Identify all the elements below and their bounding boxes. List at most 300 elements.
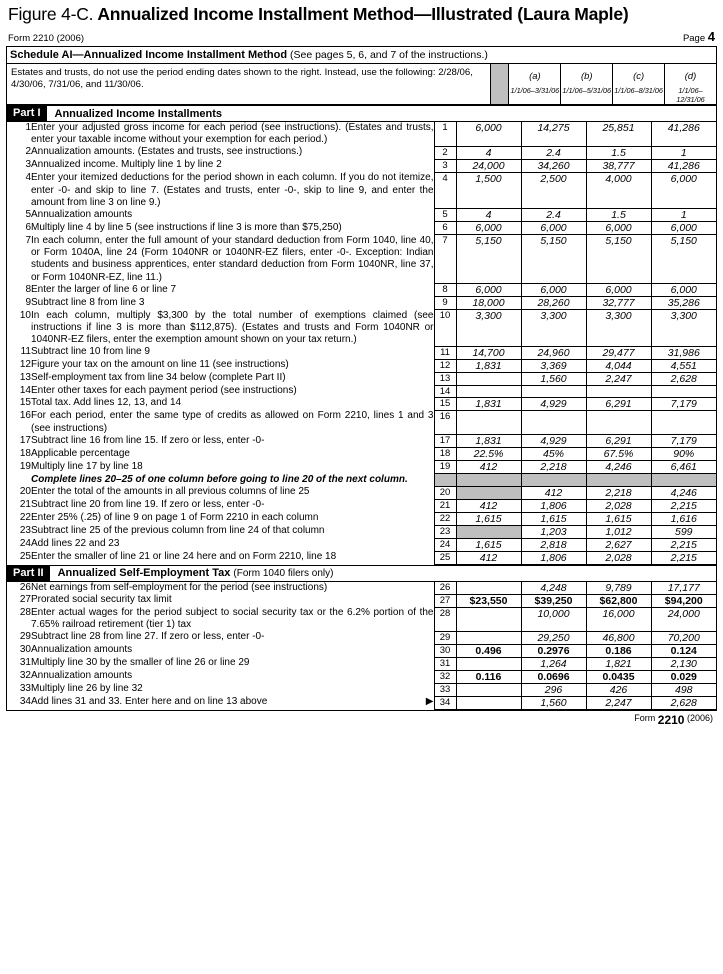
table-row <box>7 461 716 474</box>
line-description: Subtract line 16 from line 15. If zero or less, enter -0- <box>31 434 265 446</box>
line-number: 4 <box>25 172 31 184</box>
amount-cell[interactable] <box>586 410 651 434</box>
line-number-box: 8 <box>434 284 456 297</box>
table-row <box>7 512 716 525</box>
amount-cell[interactable]: 2,215 <box>651 538 716 551</box>
line-number: 33 <box>19 683 31 695</box>
table-row <box>7 410 716 434</box>
amount-cell[interactable] <box>651 385 716 397</box>
line-number: 13 <box>19 372 31 384</box>
line-description: Multiply line 4 by line 5 (see instructions if line 3 is more than $75,250) <box>31 221 342 233</box>
amount-cell[interactable]: 1,560 <box>521 372 586 385</box>
amount-cell[interactable] <box>586 385 651 397</box>
line-number: 29 <box>19 631 31 643</box>
line-description: In each column, enter the full amount of your standard deduction from Form 1040, line 40, or Form 1040A, line 24 (Form 1040NR or 1040NR-EZ filers, enter -0-. Exception: Indian students and business apprentices, enter standard deduction from Form 1040NR, line 37, or Form 1040NR-EZ, line 11.) <box>31 234 434 283</box>
amount-cell[interactable]: 7,179 <box>651 397 716 410</box>
amount-cell[interactable]: 34,260 <box>521 159 586 172</box>
amount-cell[interactable] <box>456 385 521 397</box>
amount-cell[interactable]: 0.186 <box>586 644 651 657</box>
amount-cell[interactable]: 1,615 <box>456 538 521 551</box>
line-number-box: 17 <box>434 435 456 448</box>
line-description: Enter your adjusted gross income for each period (see instructions). (Estates and trusts, enter your taxable income without your exemption for each period.) <box>31 122 434 146</box>
amount-cell[interactable]: 29,250 <box>521 631 586 644</box>
column-header-c: (c) 1/1/06–8/31/06 <box>612 64 664 104</box>
amount-cell[interactable]: 24,000 <box>456 159 521 172</box>
amount-cell[interactable]: 1,615 <box>521 512 586 525</box>
line-number: 18 <box>19 447 31 459</box>
amount-cell[interactable]: 6,000 <box>456 284 521 297</box>
line-number-box: 29 <box>434 631 456 644</box>
amount-cell[interactable]: 9,789 <box>586 582 651 595</box>
amount-cell[interactable]: $23,550 <box>456 594 521 607</box>
line-description: Self-employment tax from line 34 below (complete Part II) <box>31 372 286 384</box>
amount-cell[interactable]: 3,300 <box>651 310 716 347</box>
table-row <box>7 499 716 512</box>
line-number-box: 10 <box>434 310 456 347</box>
amount-cell[interactable]: 35,286 <box>651 297 716 310</box>
part1-table <box>7 122 716 565</box>
table-row <box>7 448 716 461</box>
amount-cell[interactable]: 4 <box>456 209 521 222</box>
amount-cell[interactable] <box>456 631 521 644</box>
amount-cell[interactable]: 1,203 <box>521 525 586 538</box>
line-number: 7 <box>25 234 31 246</box>
amount-cell[interactable]: 10,000 <box>521 607 586 631</box>
amount-cell[interactable]: 498 <box>651 683 716 696</box>
amount-cell[interactable]: 4,248 <box>521 582 586 595</box>
table-row <box>7 474 716 486</box>
schedule-title: Schedule AI—Annualized Income Installment Method <box>10 49 288 61</box>
amount-cell[interactable]: 1,615 <box>456 512 521 525</box>
amount-cell[interactable]: $62,800 <box>586 594 651 607</box>
amount-cell[interactable]: 2,028 <box>586 499 651 512</box>
figure-title-text: Annualized Income Installment Method—Illustrated (Laura Maple) <box>97 4 629 24</box>
line-number-box: 23 <box>434 525 456 538</box>
line-description: Annualization amounts. (Estates and trusts, see instructions.) <box>31 146 303 158</box>
amount-cell[interactable]: 6,000 <box>456 222 521 235</box>
amount-cell[interactable]: 3,300 <box>586 310 651 347</box>
amount-cell[interactable]: 1,806 <box>521 551 586 564</box>
amount-cell[interactable]: 2,628 <box>651 696 716 709</box>
amount-cell[interactable]: 4,044 <box>586 359 651 372</box>
amount-cell[interactable] <box>651 410 716 434</box>
line-number: 14 <box>19 385 31 397</box>
amount-cell[interactable]: 1,821 <box>586 657 651 670</box>
arrow-icon: ▶ <box>425 696 434 708</box>
amount-cell[interactable]: 6,000 <box>586 222 651 235</box>
amount-cell[interactable]: 46,800 <box>586 631 651 644</box>
amount-cell[interactable] <box>456 607 521 631</box>
amount-cell[interactable]: 2,628 <box>651 372 716 385</box>
line-number-box: 24 <box>434 538 456 551</box>
amount-cell[interactable] <box>521 474 586 486</box>
amount-cell[interactable]: 25,851 <box>586 122 651 146</box>
line-number-box: 19 <box>434 461 456 474</box>
amount-cell[interactable]: 6,291 <box>586 435 651 448</box>
amount-cell[interactable]: 599 <box>651 525 716 538</box>
line-number-box: 6 <box>434 222 456 235</box>
amount-cell[interactable]: 6,000 <box>521 222 586 235</box>
table-row <box>7 310 716 347</box>
line-description: Subtract line 20 from line 19. If zero or less, enter -0- <box>31 499 265 510</box>
line-description: Multiply line 30 by the smaller of line 26 or line 29 <box>31 657 250 669</box>
amount-cell[interactable]: 6,000 <box>586 284 651 297</box>
line-description: Enter the larger of line 6 or line 7 <box>31 283 177 295</box>
amount-cell[interactable]: 41,286 <box>651 122 716 146</box>
amount-cell[interactable]: 0.124 <box>651 644 716 657</box>
line-number: 31 <box>19 657 31 669</box>
line-number <box>7 474 31 486</box>
table-row <box>7 486 716 499</box>
line-number-box: 4 <box>434 172 456 209</box>
line-number: 25 <box>19 551 31 562</box>
line-number: 3 <box>25 159 31 171</box>
amount-cell[interactable]: 412 <box>456 461 521 474</box>
amount-cell[interactable]: 7,179 <box>651 435 716 448</box>
amount-cell[interactable]: 0.2976 <box>521 644 586 657</box>
line-description: Annualization amounts <box>31 208 133 220</box>
amount-cell[interactable]: 3,369 <box>521 359 586 372</box>
table-row <box>7 346 716 359</box>
amount-cell[interactable]: 67.5% <box>586 448 651 461</box>
amount-cell[interactable]: 6,461 <box>651 461 716 474</box>
amount-cell[interactable] <box>651 474 716 486</box>
amount-cell[interactable]: 412 <box>456 551 521 564</box>
amount-cell[interactable]: 90% <box>651 448 716 461</box>
part1-label: Part I <box>7 106 47 121</box>
form-body <box>6 46 717 711</box>
amount-cell[interactable]: 1,012 <box>586 525 651 538</box>
line-number-box: 14 <box>434 385 456 397</box>
line-number-box: 28 <box>434 607 456 631</box>
amount-cell[interactable]: 24,000 <box>651 607 716 631</box>
line-number: 8 <box>25 283 31 295</box>
amount-cell[interactable]: 14,275 <box>521 122 586 146</box>
amount-cell[interactable]: 2,247 <box>586 696 651 709</box>
line-number: 16 <box>19 410 31 422</box>
amount-cell[interactable]: 6,000 <box>651 172 716 209</box>
line-number-box: 27 <box>434 594 456 607</box>
line-number-box: 26 <box>434 582 456 595</box>
line-description: For each period, enter the same type of credits as allowed on Form 2210, lines 1 and 3 (see instructions) <box>31 410 434 434</box>
line-number-box: 22 <box>434 512 456 525</box>
line-number: 34 <box>19 696 31 708</box>
footer-year: (2006) <box>686 712 713 723</box>
line-number: 12 <box>19 359 31 371</box>
amount-cell[interactable]: 1,831 <box>456 359 521 372</box>
amount-cell[interactable]: 3,300 <box>456 310 521 347</box>
line-number: 30 <box>19 644 31 656</box>
part2-bar <box>7 565 716 582</box>
line-number: 32 <box>19 670 31 682</box>
table-row <box>7 209 716 222</box>
amount-cell[interactable]: 1,831 <box>456 435 521 448</box>
line-number-box: 12 <box>434 359 456 372</box>
line-number: 11 <box>20 346 31 358</box>
amount-cell[interactable]: 4,000 <box>586 172 651 209</box>
amount-cell[interactable]: 1.5 <box>586 209 651 222</box>
column-header-row <box>7 64 716 105</box>
amount-cell[interactable]: 2,215 <box>651 499 716 512</box>
table-row <box>7 297 716 310</box>
line-number: 2 <box>25 146 31 158</box>
amount-cell[interactable]: 2.4 <box>521 146 586 159</box>
line-number-box: 33 <box>434 683 456 696</box>
figure-title <box>6 4 717 25</box>
line-description: Applicable percentage <box>31 447 130 459</box>
line-number-box: 15 <box>434 397 456 410</box>
line-number-box: 3 <box>434 159 456 172</box>
line-number-box: 13 <box>434 372 456 385</box>
amount-cell[interactable]: 1,500 <box>456 172 521 209</box>
part2-label: Part II <box>7 566 50 581</box>
amount-cell[interactable]: 1,616 <box>651 512 716 525</box>
figure-lead: Figure 4-C. <box>8 4 94 24</box>
line-number: 1 <box>25 122 31 133</box>
table-row <box>7 372 716 385</box>
line-description: Enter other taxes for each payment period (see instructions) <box>31 385 297 397</box>
table-row <box>7 582 716 595</box>
amount-cell[interactable]: 426 <box>586 683 651 696</box>
amount-cell[interactable]: 296 <box>521 683 586 696</box>
amount-cell[interactable]: 4,551 <box>651 359 716 372</box>
amount-cell[interactable] <box>521 410 586 434</box>
amount-cell[interactable]: 5,150 <box>521 235 586 284</box>
amount-cell[interactable]: $94,200 <box>651 594 716 607</box>
form-header <box>6 29 717 46</box>
line-number-box: 2 <box>434 146 456 159</box>
table-row <box>7 670 716 683</box>
table-row <box>7 159 716 172</box>
line-number: 26 <box>19 581 31 593</box>
table-row <box>7 284 716 297</box>
amount-cell[interactable] <box>586 474 651 486</box>
table-row <box>7 631 716 644</box>
line-description: Add lines 31 and 33. Enter here and on line 13 above ▶ <box>31 696 434 708</box>
amount-cell[interactable]: 412 <box>521 486 586 499</box>
amount-cell[interactable]: 2,627 <box>586 538 651 551</box>
table-row <box>7 397 716 410</box>
line-number: 5 <box>25 208 31 220</box>
line-description: Subtract line 25 of the previous column from line 24 of that column <box>31 525 325 536</box>
table-row <box>7 359 716 372</box>
amount-cell[interactable]: 4,246 <box>651 486 716 499</box>
table-row <box>7 235 716 284</box>
line-number-box: 30 <box>434 644 456 657</box>
line-number-box: 20 <box>434 486 456 499</box>
form-id: Form 2210 (2006) <box>8 33 85 44</box>
line-number-box: 31 <box>434 657 456 670</box>
linenum-header-spacer <box>490 64 509 104</box>
line-description: Add lines 22 and 23 <box>31 538 120 549</box>
amount-cell[interactable] <box>456 683 521 696</box>
amount-cell[interactable] <box>521 385 586 397</box>
amount-cell[interactable]: 6,000 <box>651 284 716 297</box>
amount-cell[interactable]: 1,831 <box>456 397 521 410</box>
amount-cell[interactable]: 1,806 <box>521 499 586 512</box>
line-description: Multiply line 17 by line 18 <box>31 460 143 472</box>
line-number: 10 <box>19 309 31 321</box>
line-number-box: 11 <box>434 346 456 359</box>
page-indicator: Page 4 <box>682 29 715 44</box>
line-number: 6 <box>25 221 31 233</box>
amount-cell[interactable] <box>456 657 521 670</box>
line-description: Multiply line 26 by line 32 <box>31 683 143 695</box>
line-description: Annualization amounts <box>31 644 133 656</box>
form-footer <box>6 711 717 727</box>
line-number-box: 16 <box>434 410 456 434</box>
amount-cell[interactable]: 5,150 <box>651 235 716 284</box>
amount-cell[interactable]: 412 <box>456 499 521 512</box>
amount-cell[interactable]: 2.4 <box>521 209 586 222</box>
table-row <box>7 696 716 709</box>
table-row <box>7 122 716 146</box>
line-number-box: 1 <box>434 122 456 146</box>
line-number: 19 <box>19 460 31 472</box>
amount-cell[interactable]: 4,246 <box>586 461 651 474</box>
table-row <box>7 146 716 159</box>
line-number: 9 <box>25 296 31 308</box>
amount-cell[interactable]: 0.496 <box>456 644 521 657</box>
line-description: Enter the total of the amounts in all previous columns of line 25 <box>31 486 310 497</box>
line-description: Annualized income. Multiply line 1 by line 2 <box>31 159 222 171</box>
amount-cell[interactable]: 1,264 <box>521 657 586 670</box>
line-number-box: 32 <box>434 670 456 683</box>
amount-cell[interactable]: 2,130 <box>651 657 716 670</box>
amount-cell[interactable] <box>456 525 521 538</box>
table-row <box>7 594 716 607</box>
amount-cell[interactable] <box>456 582 521 595</box>
estates-note: Estates and trusts, do not use the period ending dates shown to the right. Instead, use the following: 2/28/06, 4/30/06, 7/31/06, and 11/30/06. <box>11 67 473 90</box>
amount-cell[interactable]: 45% <box>521 448 586 461</box>
line-description: Subtract line 10 from line 9 <box>31 346 150 358</box>
amount-cell[interactable]: 2,818 <box>521 538 586 551</box>
line-number-box: 34 <box>434 696 456 709</box>
amount-cell[interactable]: 16,000 <box>586 607 651 631</box>
amount-cell[interactable]: 2,247 <box>586 372 651 385</box>
amount-cell[interactable]: 2,500 <box>521 172 586 209</box>
amount-cell[interactable] <box>456 474 521 486</box>
line-description: Complete lines 20–25 of one column before going to line 20 of the next column. <box>31 473 408 485</box>
amount-cell[interactable]: 1 <box>651 146 716 159</box>
footer-form-number: 2210 <box>657 712 685 727</box>
table-row <box>7 385 716 397</box>
line-description: Enter your itemized deductions for the period shown in each column. If you do not itemize, enter -0- and skip to line 7. (Estates and trusts, enter -0-, skip to line 9, and enter the amount from line 3 on line 9.) <box>31 172 434 208</box>
line-description: Subtract line 8 from line 3 <box>31 296 145 308</box>
amount-cell[interactable]: 2,218 <box>521 461 586 474</box>
line-number: 23 <box>19 525 31 536</box>
amount-cell[interactable]: 0.0435 <box>586 670 651 683</box>
amount-cell[interactable] <box>456 372 521 385</box>
table-row <box>7 657 716 670</box>
amount-cell[interactable]: 2,215 <box>651 551 716 564</box>
amount-cell[interactable]: 70,200 <box>651 631 716 644</box>
amount-cell[interactable]: 31,986 <box>651 346 716 359</box>
amount-cell[interactable]: 6,291 <box>586 397 651 410</box>
line-number: 21 <box>19 499 31 510</box>
amount-cell[interactable] <box>456 410 521 434</box>
amount-cell[interactable]: 6,000 <box>521 284 586 297</box>
column-header-a: (a) 1/1/06–3/31/06 <box>508 64 560 104</box>
amount-cell[interactable]: 5,150 <box>586 235 651 284</box>
amount-cell[interactable]: 1,615 <box>586 512 651 525</box>
amount-cell[interactable]: 22.5% <box>456 448 521 461</box>
line-description: Enter 25% (.25) of line 9 on page 1 of Form 2210 in each column <box>31 512 319 523</box>
amount-cell[interactable] <box>456 696 521 709</box>
amount-cell[interactable]: 32,777 <box>586 297 651 310</box>
amount-cell[interactable]: 41,286 <box>651 159 716 172</box>
schedule-note: (See pages 5, 6, and 7 of the instructions.) <box>290 49 488 61</box>
table-row <box>7 538 716 551</box>
footer-form-label: Form <box>634 712 656 723</box>
amount-cell[interactable]: 6,000 <box>651 222 716 235</box>
amount-cell[interactable]: 1,560 <box>521 696 586 709</box>
line-description: Enter the smaller of line 21 or line 24 here and on Form 2210, line 18 <box>31 551 337 562</box>
line-description: Annualization amounts <box>31 670 133 682</box>
amount-cell[interactable] <box>456 486 521 499</box>
amount-cell[interactable]: 4,929 <box>521 397 586 410</box>
amount-cell[interactable]: 18,000 <box>456 297 521 310</box>
table-row <box>7 435 716 448</box>
amount-cell[interactable]: 2,028 <box>586 551 651 564</box>
amount-cell[interactable]: 3,300 <box>521 310 586 347</box>
line-number-box: 5 <box>434 209 456 222</box>
amount-cell[interactable]: 28,260 <box>521 297 586 310</box>
line-number: 17 <box>19 434 31 446</box>
amount-cell[interactable]: $39,250 <box>521 594 586 607</box>
line-number-box: 21 <box>434 499 456 512</box>
amount-cell[interactable]: 5,150 <box>456 235 521 284</box>
line-description: Total tax. Add lines 12, 13, and 14 <box>31 397 182 409</box>
amount-cell[interactable]: 29,477 <box>586 346 651 359</box>
line-number-box <box>434 474 456 486</box>
table-row <box>7 644 716 657</box>
amount-cell[interactable]: 2,218 <box>586 486 651 499</box>
amount-cell[interactable]: 0.116 <box>456 670 521 683</box>
amount-cell[interactable]: 4 <box>456 146 521 159</box>
amount-cell[interactable]: 17,177 <box>651 582 716 595</box>
amount-cell[interactable]: 1 <box>651 209 716 222</box>
part1-title: Annualized Income Installments <box>54 107 222 120</box>
table-row <box>7 172 716 209</box>
line-description: Enter actual wages for the period subject to social security tax or the 6.2% portion of the 7.65% railroad retirement (tier 1) tax <box>31 607 434 631</box>
line-number-box: 25 <box>434 551 456 564</box>
amount-cell[interactable]: 24,960 <box>521 346 586 359</box>
column-header-b: (b) 1/1/06–5/31/06 <box>560 64 612 104</box>
part2-title: Annualized Self-Employment Tax (Form 1040 filers only) <box>57 567 334 579</box>
amount-cell[interactable]: 1.5 <box>586 146 651 159</box>
line-number-box: 9 <box>434 297 456 310</box>
line-number-box: 18 <box>434 448 456 461</box>
line-description: Prorated social security tax limit <box>31 594 172 605</box>
table-row <box>7 683 716 696</box>
schedule-header <box>7 47 716 64</box>
line-number: 28 <box>19 607 31 618</box>
amount-cell[interactable]: 0.029 <box>651 670 716 683</box>
amount-cell[interactable]: 38,777 <box>586 159 651 172</box>
line-number: 22 <box>19 512 31 523</box>
amount-cell[interactable]: 6,000 <box>456 122 521 146</box>
table-row <box>7 551 716 564</box>
amount-cell[interactable]: 0.0696 <box>521 670 586 683</box>
page-number: 4 <box>707 29 715 44</box>
amount-cell[interactable]: 14,700 <box>456 346 521 359</box>
column-header-d: (d) 1/1/06–12/31/06 <box>664 64 716 104</box>
amount-cell[interactable]: 4,929 <box>521 435 586 448</box>
table-row <box>7 525 716 538</box>
line-number: 15 <box>19 397 31 409</box>
line-description: In each column, multiply $3,300 by the total number of exemptions claimed (see instructions if line 3 is more than $112,875). (Estates and trusts and Form 1040NR or 1040NR-EZ filers, enter the exemption amount shown on your tax return.) <box>31 309 434 346</box>
